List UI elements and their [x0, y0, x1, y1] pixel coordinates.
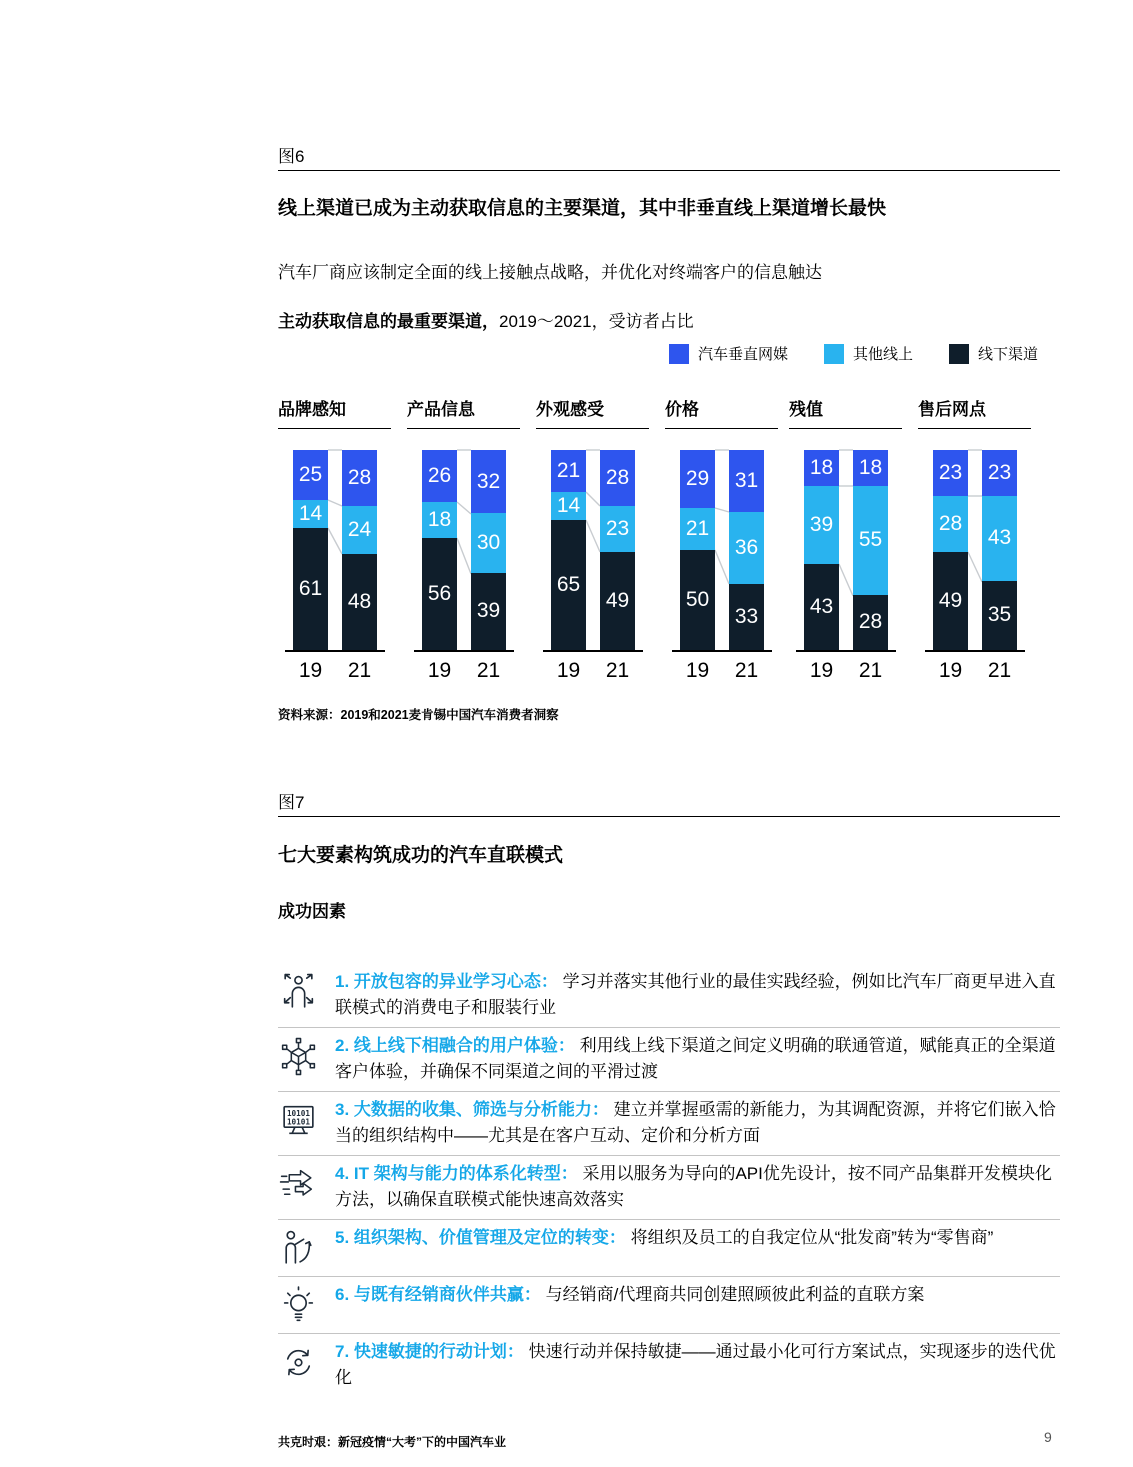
segment-value: 36 [734, 536, 759, 559]
segment-value: 14 [298, 502, 323, 525]
binary-monitor-icon [278, 1097, 335, 1148]
segment-value: 65 [556, 573, 581, 596]
segment-value: 21 [685, 517, 710, 540]
segment-value: 21 [556, 459, 581, 482]
bar-segment [551, 492, 586, 520]
segment-value: 39 [809, 513, 834, 536]
legend-label: 汽车垂直网媒 [697, 346, 788, 363]
factor-body: 建立并掌握亟需的新能力，为其调配资源，并将它们嵌入恰当的组织结构中——尤其是在客户互动、定价和分析方面 [335, 1100, 1056, 1145]
factor-text [335, 969, 1060, 1020]
bar-segment [342, 554, 377, 650]
chart-title-rest: 2019～2021，受访者占比 [499, 312, 694, 331]
figure6-tag: 图6 [278, 147, 305, 166]
category-label: 售后网点 [918, 395, 1031, 429]
figure7-section-label: 成功因素 [278, 902, 346, 921]
segment-value: 18 [427, 508, 452, 531]
person-arrows-icon [278, 969, 335, 1020]
segment-value: 24 [347, 518, 372, 541]
success-factor-item [278, 1092, 1060, 1156]
segment-value: 43 [987, 526, 1012, 550]
bar-segment [933, 552, 968, 650]
factor-lead: 7. 快速敏捷的行动计划： [335, 1342, 529, 1361]
factor-body: 与经销商/代理商共同创建照顾彼此利益的直联方案 [545, 1285, 925, 1304]
factor-text [335, 1097, 1060, 1148]
factor-text [335, 1033, 1060, 1084]
year-label: 19 [427, 659, 452, 682]
bar-segment [342, 450, 377, 506]
category-label: 价格 [665, 395, 778, 429]
segment-value: 14 [556, 494, 581, 517]
legend-swatch [824, 344, 844, 364]
legend-swatch [669, 344, 689, 364]
bar-segment [982, 581, 1017, 650]
year-label: 21 [476, 659, 501, 682]
segment-value: 18 [858, 455, 883, 479]
segment-value: 29 [685, 467, 710, 490]
bar-segment [600, 450, 635, 506]
figure6-title: 线上渠道已成为主动获取信息的主要渠道，其中非垂直线上渠道增长最快 [278, 198, 887, 219]
segment-value: 28 [605, 466, 630, 489]
network-cube-icon [278, 1033, 335, 1084]
segment-value: 30 [476, 531, 501, 555]
factor-lead: 3. 大数据的收集、筛选与分析能力： [335, 1100, 614, 1119]
legend-swatch [949, 344, 969, 364]
year-label: 21 [858, 659, 883, 682]
segment-value: 23 [938, 461, 963, 484]
category-group [665, 395, 790, 695]
bar-segment [982, 450, 1017, 496]
factor-lead: 2. 线上线下相融合的用户体验： [335, 1036, 580, 1055]
bar-segment [293, 528, 328, 650]
factor-lead: 6. 与既有经销商伙伴共赢： [335, 1285, 546, 1304]
factor-text [335, 1225, 1060, 1269]
bar-segment [729, 450, 764, 512]
figure6-divider [278, 170, 1060, 171]
legend-item [669, 343, 788, 364]
axis-baseline [796, 650, 896, 652]
bar-segment [422, 538, 457, 650]
bar-segment [600, 552, 635, 650]
segment-value: 50 [685, 588, 710, 611]
axis-baseline [543, 650, 643, 652]
bar-segment [471, 450, 506, 513]
category-group [536, 395, 661, 695]
stacked-bar [680, 450, 715, 650]
axis-baseline [285, 650, 385, 652]
category-label: 残值 [789, 395, 902, 429]
segment-value: 23 [987, 460, 1012, 484]
bar-segment [729, 512, 764, 584]
segment-value: 48 [347, 590, 372, 613]
segment-value: 55 [858, 528, 883, 552]
segment-value: 61 [298, 577, 323, 600]
figure7-divider [278, 816, 1060, 817]
segment-value: 32 [476, 469, 501, 493]
segment-value: 49 [605, 589, 630, 612]
year-label: 19 [298, 659, 323, 682]
segment-value: 28 [938, 512, 963, 535]
success-factor-item [278, 964, 1060, 1028]
year-label: 21 [734, 659, 759, 682]
stacked-bar [804, 450, 839, 650]
stacked-bar [471, 450, 506, 650]
chart-legend [278, 343, 1038, 364]
year-label: 21 [987, 659, 1012, 682]
person-growth-icon [278, 1225, 335, 1269]
bar-segment [600, 506, 635, 552]
segment-value: 35 [987, 603, 1012, 627]
bar-segment [853, 450, 888, 486]
figure7-title: 七大要素构筑成功的汽车直联模式 [278, 845, 564, 866]
stacked-bar [600, 450, 635, 650]
svg-text:10101: 10101 [286, 1108, 311, 1118]
stacked-bar [342, 450, 377, 650]
bar-segment [293, 500, 328, 528]
bar-segment [982, 496, 1017, 581]
category-label: 品牌感知 [278, 395, 391, 429]
segment-value: 56 [427, 582, 452, 605]
figure6-subtitle: 汽车厂商应该制定全面的线上接触点战略，并优化对终端客户的信息触达 [278, 263, 822, 282]
category-group [918, 395, 1043, 695]
legend-item [949, 343, 1038, 364]
figure7-tag: 图7 [278, 793, 305, 812]
lightbulb-icon [278, 1282, 335, 1326]
factor-lead: 1. 开放包容的异业学习心态： [335, 972, 563, 991]
category-group [278, 395, 403, 695]
segment-value: 43 [809, 595, 834, 618]
axis-baseline [672, 650, 772, 652]
bar-segment [853, 486, 888, 595]
bar-segment [933, 450, 968, 496]
bar-segment [422, 450, 457, 502]
bar-segment [551, 450, 586, 492]
success-factor-item [278, 1334, 1060, 1397]
factor-text [335, 1282, 1060, 1326]
stacked-bar [551, 450, 586, 650]
page-number: 9 [1044, 1429, 1052, 1445]
bar-segment [471, 573, 506, 650]
figure6-chart [278, 395, 1060, 695]
segment-value: 28 [347, 466, 372, 489]
factor-lead: 4. IT 架构与能力的体系化转型： [335, 1164, 583, 1183]
bar-segment [804, 564, 839, 650]
segment-value: 25 [298, 463, 323, 486]
year-label: 19 [556, 659, 581, 682]
legend-label: 其他线上 [852, 346, 913, 363]
bar-segment [342, 506, 377, 554]
factor-text [335, 1339, 1060, 1390]
footer-title: 共克时艰：新冠疫情“大考”下的中国汽车业 [278, 1435, 507, 1449]
success-factors-list [278, 964, 1060, 1397]
year-label: 21 [347, 659, 372, 682]
category-group [789, 395, 914, 695]
chart-title-bold: 主动获取信息的最重要渠道， [278, 312, 499, 331]
factor-body: 采用以服务为导向的API优先设计，按不同产品集群开发模块化方法，以确保直联模式能快速高效落实 [335, 1164, 1052, 1209]
year-label: 19 [685, 659, 710, 682]
bar-segment [293, 450, 328, 500]
factor-body: 快速行动并保持敏捷——通过最小化可行方案试点，实现逐步的迭代优化 [335, 1342, 1056, 1387]
category-label: 外观感受 [536, 395, 649, 429]
stacked-bar [982, 450, 1017, 650]
stacked-bar [933, 450, 968, 650]
bar-segment [551, 520, 586, 650]
cycle-arrows-icon [278, 1339, 335, 1390]
category-label: 产品信息 [407, 395, 520, 429]
year-label: 19 [809, 659, 834, 682]
bar-segment [680, 550, 715, 650]
factor-body: 学习并落实其他行业的最佳实践经验，例如比汽车厂商更早进入直联模式的消费电子和服装行业 [335, 972, 1056, 1017]
bar-segment [729, 584, 764, 650]
source-note: 资料来源：2019和2021麦肯锡中国汽车消费者洞察 [278, 708, 559, 722]
success-factor-item [278, 1277, 1060, 1334]
bar-segment [933, 496, 968, 552]
bar-segment [853, 595, 888, 650]
arrows-forward-icon [278, 1161, 335, 1212]
legend-item [824, 343, 913, 364]
bar-segment [422, 502, 457, 538]
bar-segment [680, 450, 715, 508]
category-group [407, 395, 532, 695]
axis-baseline [414, 650, 514, 652]
axis-baseline [925, 650, 1025, 652]
segment-value: 49 [938, 589, 963, 612]
factor-lead: 5. 组织架构、价值管理及定位的转变： [335, 1228, 631, 1247]
segment-value: 28 [858, 610, 883, 634]
success-factor-item [278, 1220, 1060, 1277]
chart-title [278, 307, 1060, 332]
bar-segment [804, 486, 839, 564]
segment-value: 18 [809, 456, 834, 479]
segment-value: 33 [734, 605, 759, 628]
success-factor-item [278, 1028, 1060, 1092]
stacked-bar [422, 450, 457, 650]
factor-text [335, 1161, 1060, 1212]
year-label: 19 [938, 659, 963, 682]
segment-value: 39 [476, 599, 501, 623]
stacked-bar [729, 450, 764, 650]
factor-body: 将组织及员工的自我定位从“批发商”转为“零售商” [630, 1228, 994, 1247]
stacked-bar [293, 450, 328, 650]
svg-text:10101: 10101 [286, 1117, 311, 1127]
legend-label: 线下渠道 [977, 346, 1038, 363]
success-factor-item [278, 1156, 1060, 1220]
year-label: 21 [605, 659, 630, 682]
segment-value: 26 [427, 464, 452, 487]
bar-segment [680, 508, 715, 550]
bar-segment [804, 450, 839, 486]
stacked-bar [853, 450, 888, 650]
bar-segment [471, 513, 506, 572]
factor-body: 利用线上线下渠道之间定义明确的联通管道，赋能真正的全渠道客户体验，并确保不同渠道之间的平滑过渡 [335, 1036, 1056, 1081]
segment-value: 31 [734, 469, 759, 492]
segment-value: 23 [605, 517, 630, 540]
